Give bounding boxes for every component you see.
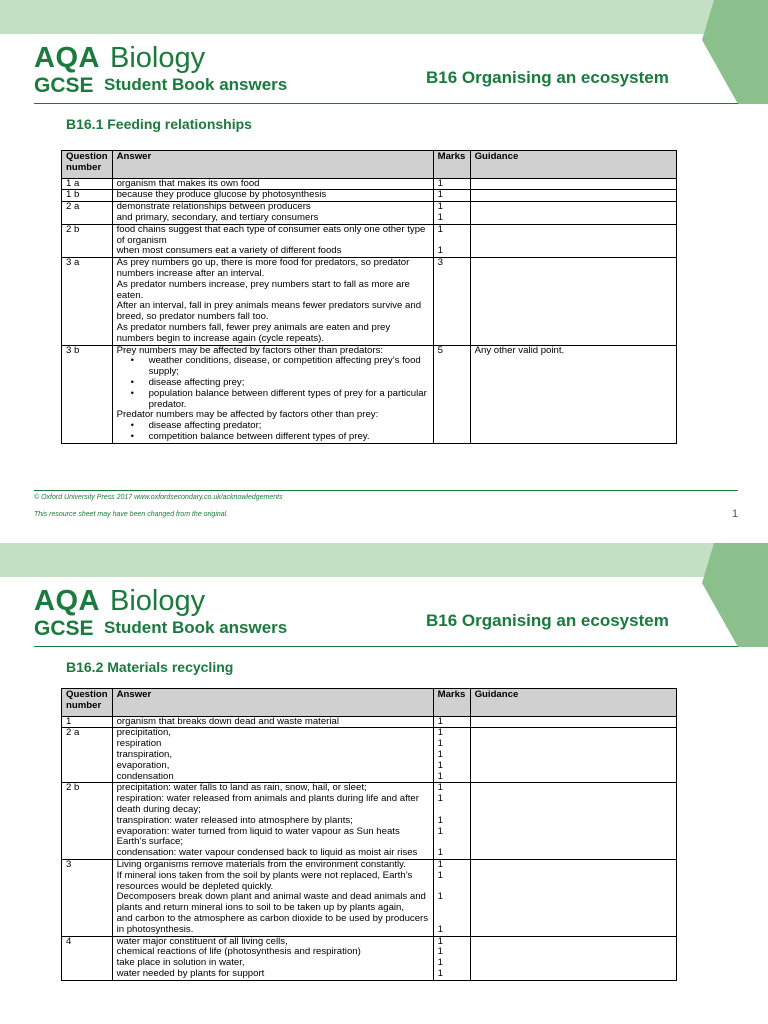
answer-cell	[112, 728, 433, 783]
answer-line: respiration	[116, 738, 162, 750]
mark: 1	[437, 211, 443, 223]
bullet-item: • disease affecting prey;	[117, 378, 429, 389]
bullet-item: • population balance between different types of prey for a particular predator.	[117, 389, 429, 411]
table-row	[62, 258, 677, 345]
header-tab-decoration	[702, 0, 768, 104]
answer-cell	[112, 190, 433, 202]
answer-line: because they produce glucose by photosynthesis	[116, 189, 327, 201]
header-marks: Marks	[433, 151, 470, 179]
header-tab-decoration	[702, 543, 768, 647]
guidance-cell	[470, 716, 676, 728]
answer-line: After an interval, fall in prey animals means fewer predators survive and breed, so predator numbers fall too.	[116, 300, 422, 323]
answer-line: chemical reactions of life (photosynthesis and respiration)	[116, 946, 361, 958]
table-row	[62, 202, 677, 225]
mark: 1	[437, 738, 443, 750]
answer-line: organism that makes its own food	[116, 177, 260, 189]
mark: 1	[437, 814, 443, 826]
answer-line: As predator numbers increase, prey numbers start to fall as more are eaten.	[116, 278, 410, 301]
bullet-item: • weather conditions, disease, or competition affecting prey’s food supply;	[117, 356, 429, 378]
answer-line: demonstrate relationships between producers	[116, 201, 311, 213]
mark: 1	[437, 825, 443, 837]
header-guidance: Guidance	[470, 151, 676, 179]
guidance-cell	[470, 178, 676, 190]
answer-cell	[112, 224, 433, 257]
logo-gcse: GCSE	[34, 74, 94, 97]
footer-rule	[34, 490, 738, 491]
answer-line: evaporation: water turned from liquid to water vapour as Sun heats Earth’s surface;	[116, 825, 400, 848]
answer-line: Prey numbers may be affected by factors other than predators:	[116, 344, 384, 356]
answer-line: food chains suggest that each type of consumer eats only one other type of organism	[116, 223, 426, 246]
marks-cell	[433, 728, 470, 783]
marks-cell	[433, 716, 470, 728]
header-answer: Answer	[112, 151, 433, 179]
mark: 1	[437, 946, 443, 958]
guidance-cell	[470, 202, 676, 225]
answer-line: condensation: water vapour condensed back to liquid as moist air rises	[116, 847, 418, 859]
marks-cell	[433, 783, 470, 860]
guidance-cell	[470, 859, 676, 936]
question-number: 1 b	[62, 190, 113, 202]
mark: 1	[437, 847, 443, 859]
table-row	[62, 190, 677, 202]
mark: 1	[437, 748, 443, 760]
mark: 1	[437, 957, 443, 969]
bullet-item: • disease affecting predator;	[117, 421, 429, 432]
answer-cell	[112, 345, 433, 443]
answer-line: transpiration: water released into atmosphere by plants;	[116, 814, 353, 826]
table-row	[62, 178, 677, 190]
logo-gcse: GCSE	[34, 617, 94, 640]
mark: 1	[437, 727, 443, 739]
marks-cell	[433, 202, 470, 225]
answer-line: respiration: water released from animals and plants during life and after death during decay;	[116, 793, 419, 815]
page-2	[0, 543, 768, 1024]
answer-line: If mineral ions taken from the soil by plants were not replaced, Earth’s resources would be depleted quickly.	[116, 869, 413, 892]
header-rule	[34, 646, 738, 647]
marks-cell	[433, 859, 470, 936]
section-title: B16.2 Materials recycling	[66, 659, 234, 675]
answer-cell	[112, 936, 433, 980]
bullet-item: • competition balance between different types of prey.	[117, 432, 429, 443]
section-title: B16.1 Feeding relationships	[66, 116, 252, 132]
table-row	[62, 716, 677, 728]
mark: 1	[437, 770, 443, 782]
guidance-cell	[470, 783, 676, 860]
footer-copyright: © Oxford University Press 2017 www.oxfordsecondary.co.uk/acknowledgements	[34, 494, 283, 501]
header-band	[0, 543, 768, 577]
answer-line: transpiration,	[116, 748, 173, 760]
guidance-cell	[470, 936, 676, 980]
answers-table	[61, 688, 677, 981]
answer-line: Predator numbers may be affected by factors other than prey:	[116, 409, 379, 421]
guidance-cell	[470, 728, 676, 783]
header-question: Question number	[62, 151, 113, 179]
answer-line: and primary, secondary, and tertiary consumers	[116, 211, 319, 223]
answer-line: As predator numbers fall, fewer prey animals are eaten and prey numbers begin to increase again (cycle repeats).	[116, 321, 391, 344]
answer-cell	[112, 178, 433, 190]
answer-cell	[112, 859, 433, 936]
mark: 1	[437, 869, 443, 881]
mark: 1	[437, 935, 443, 947]
mark: 1	[437, 759, 443, 771]
mark	[438, 903, 466, 914]
chapter-title: B16 Organising an ecosystem	[426, 68, 669, 87]
mark: 1	[437, 923, 443, 935]
page-number: 1	[732, 508, 739, 520]
header-answer: Answer	[112, 689, 433, 717]
table-header-row	[62, 151, 677, 179]
table-row	[62, 224, 677, 257]
mark: 1	[437, 201, 443, 213]
marks-cell	[433, 190, 470, 202]
marks-cell	[433, 258, 470, 345]
answer-cell	[112, 202, 433, 225]
guidance-cell	[470, 224, 676, 257]
answer-line: As prey numbers go up, there is more food for predators, so predator numbers increase after an interval.	[116, 257, 410, 279]
mark: 1	[437, 189, 443, 201]
answer-line: when most consumers eat a variety of different foods	[116, 245, 342, 257]
answer-cell	[112, 716, 433, 728]
logo-subject: Biology	[110, 42, 206, 74]
guidance-cell	[470, 258, 676, 345]
question-number: 3 b	[62, 345, 113, 443]
header-marks: Marks	[433, 689, 470, 717]
answer-line: water major constituent of all living cells,	[116, 935, 288, 947]
answer-line: precipitation: water falls to land as rain, snow, hail, or sleet;	[116, 782, 367, 794]
question-number: 3	[62, 859, 113, 936]
question-number: 4	[62, 936, 113, 980]
mark: 1	[437, 891, 443, 903]
header-band	[0, 0, 768, 34]
guidance-cell	[470, 190, 676, 202]
question-number: 3 a	[62, 258, 113, 345]
answer-line: condensation	[116, 770, 174, 782]
answer-line: and carbon to the atmosphere as carbon dioxide to be used by producers in photosynthesis.	[116, 912, 429, 935]
footer-notice: This resource sheet may have been changed from the original.	[34, 511, 229, 518]
mark: 1	[437, 245, 443, 257]
marks-cell	[433, 224, 470, 257]
mark: 1	[437, 793, 443, 805]
marks-cell	[433, 345, 470, 443]
logo-subject: Biology	[110, 585, 206, 617]
answer-line: water needed by plants for support	[116, 967, 265, 979]
answer-cell	[112, 783, 433, 860]
mark: 1	[437, 177, 443, 189]
question-number: 1	[62, 716, 113, 728]
answers-table	[61, 150, 677, 444]
header-guidance: Guidance	[470, 689, 676, 717]
guidance-cell: Any other valid point.	[470, 345, 676, 443]
table-row	[62, 936, 677, 980]
question-number: 2 a	[62, 202, 113, 225]
table-header-row	[62, 689, 677, 717]
question-number: 2 b	[62, 224, 113, 257]
table-row	[62, 783, 677, 860]
mark: 1	[437, 715, 443, 727]
table-row	[62, 345, 677, 443]
answer-line: organism that breaks down dead and waste material	[116, 715, 339, 727]
answer-cell	[112, 258, 433, 345]
logo-aqa: AQA	[34, 585, 100, 617]
answer-line: Living organisms remove materials from the environment constantly.	[116, 858, 406, 870]
mark: 1	[437, 223, 443, 235]
answer-line: evaporation,	[116, 759, 170, 771]
question-number: 1 a	[62, 178, 113, 190]
mark: 1	[437, 967, 443, 979]
chapter-title: B16 Organising an ecosystem	[426, 611, 669, 630]
logo-subtitle: Student Book answers	[104, 75, 288, 94]
answer-line: precipitation,	[116, 727, 171, 739]
answer-line: Decomposers break down plant and animal waste and dead animals and plants and return mineral ions to soil to be taken up by plants again,	[116, 891, 426, 914]
marks-cell	[433, 178, 470, 190]
question-number: 2 a	[62, 728, 113, 783]
header-question: Question number	[62, 689, 113, 717]
header-rule	[34, 103, 738, 104]
mark: 3	[437, 257, 443, 269]
mark: 1	[437, 782, 443, 794]
answer-line: take place in solution in water,	[116, 957, 245, 969]
mark: 5	[437, 344, 443, 356]
logo-subtitle: Student Book answers	[104, 618, 288, 637]
table-row	[62, 728, 677, 783]
mark: 1	[437, 858, 443, 870]
question-number: 2 b	[62, 783, 113, 860]
marks-cell	[433, 936, 470, 980]
table-row	[62, 859, 677, 936]
logo-aqa: AQA	[34, 42, 100, 74]
